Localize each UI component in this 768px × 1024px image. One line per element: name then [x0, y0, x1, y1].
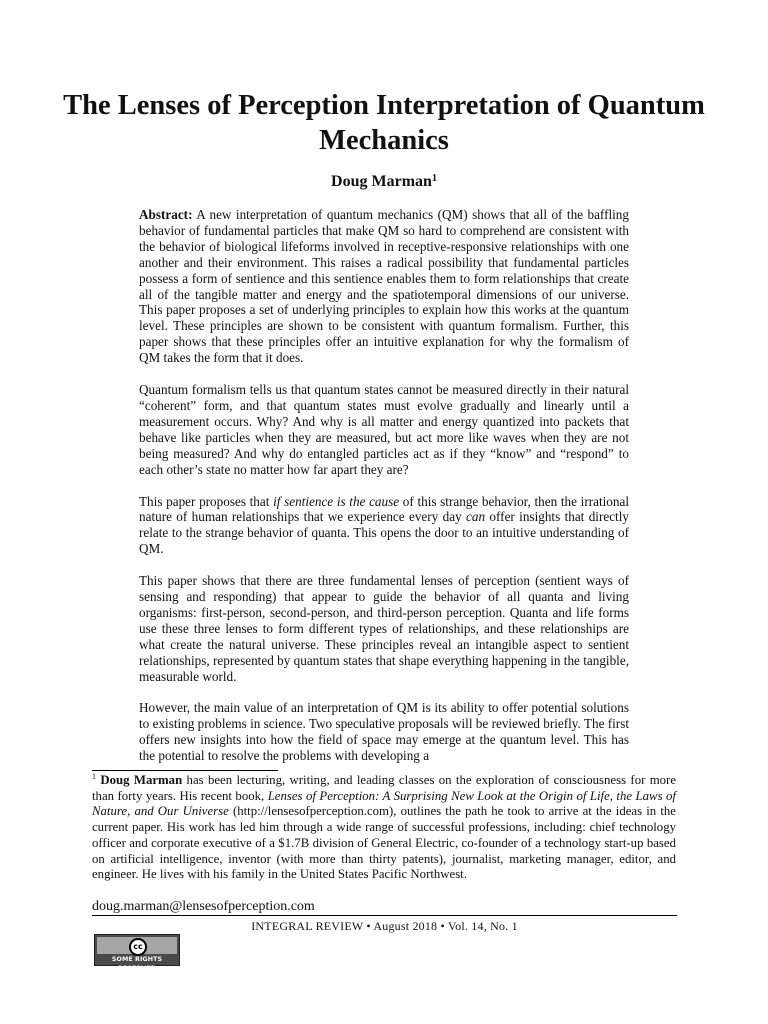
footnote-text-2: (http://lensesofperception.com), outlines the path he took to arrive at the ideas in the current paper. His work has led him through a wide range of successful professions, including: chief technology officer and corporate executive of a $1.7B division of General Electric, co-founder of a technology start-up based on artificial intelligence, inventor (with more than thirty patents), journalist, marketing manager, editor, and engineer. He lives with his family in the United States Pacific Northwest.: [92, 804, 676, 882]
badge-text: SOME RIGHTS RESERVED: [111, 956, 163, 972]
author-email[interactable]: doug.marman@lensesofperception.com: [92, 899, 315, 914]
footnote-mark: 1: [92, 772, 96, 781]
footer-separator-1: •: [366, 919, 371, 933]
footnote: [92, 773, 676, 883]
journal-footer: [92, 919, 677, 934]
abstract-label: Abstract:: [139, 207, 193, 222]
footnote-author-name: Doug Marman: [100, 773, 183, 787]
body-text: [139, 207, 629, 780]
abstract-paragraph: [139, 207, 629, 366]
author-name: Doug Marman: [331, 173, 432, 190]
paragraph-2: Quantum formalism tells us that quantum states cannot be measured directly in their natural “coherent” form, and that quantum states must evolve gradually and linearly until a measurement occurs. Why? And why is all matter and energy quantized into packets that behave like particles when they are measured, but act more like waves when they are not being measured? And why do entangled particles act as if they “know” and “respond” to each other’s state no matter how far apart they are?: [139, 382, 629, 477]
footer-separator-2: •: [440, 919, 445, 933]
paragraph-3: [139, 494, 629, 558]
paragraph-4: This paper shows that there are three fundamental lenses of perception (sentient ways of sensing and responding) that appear to guide the behavior of all quanta and living organisms: first-person, second-person, and third-person perception. Quanta and life forms use these three lenses to form different types of relationships, and these relationships are what create the natural universe. These principles reveal an intangible aspect to sentient relationships, represented by quantum states that shape everything happening in the tangible, measurable world.: [139, 573, 629, 684]
paragraph-3-part-3: offer insights that directly relate to the strange behavior of quanta. This opens the door to an intuitive understanding of QM.: [139, 509, 629, 557]
cc-icon: cc: [129, 938, 147, 956]
footer-journal: INTEGRAL REVIEW: [251, 919, 364, 933]
footer-divider: [92, 915, 677, 916]
paragraph-3-emphasis: if sentience is the cause: [273, 493, 400, 509]
paragraph-3-part-1: This paper proposes that: [139, 493, 274, 509]
footnote-text-1: has been lecturing, writing, and leading classes on the exploration of consciousness for more than forty years. His recent book,: [92, 773, 676, 803]
abstract-text: A new interpretation of quantum mechanics (QM) shows that all of the baffling behavior of fundamental particles that make QM so hard to comprehend are consistent with the behavior of biological lifeforms involved in receptive-responsive relationships with one another and their environment. This raises a radical possibility that fundamental particles possess a form of sentience and this sentience enables them to form relationships that create all of the tangible matter and energy and the spatiotemporal dimensions of our universe. This paper proposes a set of underlying principles to explain how this works at the quantum level. These principles are shown to be consistent with quantum formalism. Further, this paper shows that these principles offer an intuitive explanation for why the formalism of QM takes the form that it does.: [139, 207, 629, 366]
footnote-divider: [92, 770, 278, 771]
paragraph-3-part-2: of this strange behavior, then the irrational nature of human relationships that we experience every day: [139, 493, 629, 525]
creative-commons-badge[interactable]: [94, 934, 180, 972]
paragraph-3-emphasis-can: can: [466, 509, 486, 525]
footer-volume: Vol. 14, No. 1: [447, 919, 518, 933]
badge-header: [97, 937, 177, 954]
paragraph-5: However, the main value of an interpretation of QM is its ability to offer potential solutions to existing problems in science. Two speculative proposals will be reviewed briefly. The first offers new insights into how the field of space may emerge at the quantum level. This has the potential to resolve the problems with developing a: [139, 700, 629, 764]
author-footnote-mark[interactable]: 1: [431, 173, 437, 184]
footnote-book-title: Lenses of Perception: A Surprising New Look at the Origin of Life, the Laws of Nature, and Our Universe: [92, 788, 676, 819]
footnote-paragraph: [92, 773, 676, 883]
author-line: [0, 172, 768, 192]
footer-date: August 2018: [373, 919, 438, 933]
paper-title: The Lenses of Perception Interpretation of Quantum Mechanics: [63, 90, 705, 156]
